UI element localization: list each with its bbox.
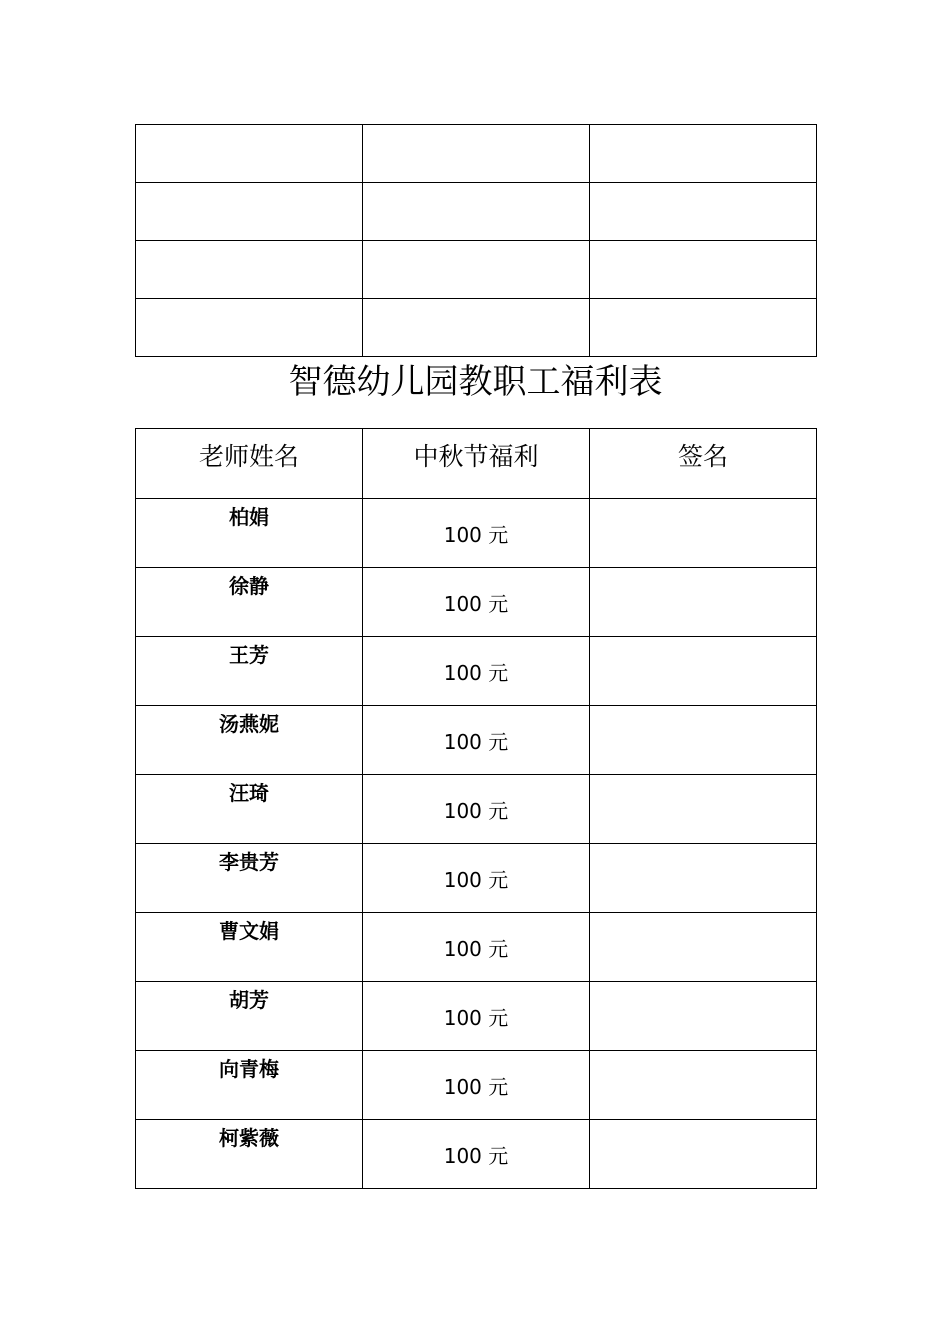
blank-cell <box>590 299 817 357</box>
table-row <box>136 706 817 775</box>
welfare-amount: 100 元 <box>363 499 590 568</box>
table-row <box>136 775 817 844</box>
table-row <box>136 982 817 1051</box>
teacher-name: 李贵芳 <box>136 844 363 913</box>
teacher-name: 柏娟 <box>136 499 363 568</box>
table-row <box>136 637 817 706</box>
blank-row <box>136 241 817 299</box>
signature-cell[interactable] <box>590 706 817 775</box>
teacher-name: 向青梅 <box>136 1051 363 1120</box>
welfare-amount: 100 元 <box>363 568 590 637</box>
signature-cell[interactable] <box>590 1120 817 1189</box>
blank-cell <box>590 125 817 183</box>
header-welfare: 中秋节福利 <box>363 429 590 499</box>
table-row <box>136 913 817 982</box>
welfare-amount: 100 元 <box>363 637 590 706</box>
teacher-name: 汤燕妮 <box>136 706 363 775</box>
header-signature: 签名 <box>590 429 817 499</box>
welfare-amount: 100 元 <box>363 1120 590 1189</box>
blank-cell <box>590 183 817 241</box>
blank-cell <box>363 183 590 241</box>
blank-row <box>136 183 817 241</box>
welfare-amount: 100 元 <box>363 844 590 913</box>
table-row <box>136 844 817 913</box>
signature-cell[interactable] <box>590 844 817 913</box>
blank-cell <box>363 299 590 357</box>
table-row <box>136 1120 817 1189</box>
blank-cell <box>363 241 590 299</box>
welfare-amount: 100 元 <box>363 775 590 844</box>
teacher-name: 汪琦 <box>136 775 363 844</box>
table-row <box>136 1051 817 1120</box>
welfare-amount: 100 元 <box>363 706 590 775</box>
header-name: 老师姓名 <box>136 429 363 499</box>
blank-row <box>136 299 817 357</box>
signature-cell[interactable] <box>590 1051 817 1120</box>
signature-cell[interactable] <box>590 568 817 637</box>
welfare-amount: 100 元 <box>363 982 590 1051</box>
table-row <box>136 568 817 637</box>
teacher-name: 曹文娟 <box>136 913 363 982</box>
teacher-name: 柯紫薇 <box>136 1120 363 1189</box>
blank-row <box>136 125 817 183</box>
blank-cell <box>136 183 363 241</box>
welfare-amount: 100 元 <box>363 1051 590 1120</box>
signature-cell[interactable] <box>590 637 817 706</box>
blank-cell <box>363 125 590 183</box>
blank-cell <box>136 125 363 183</box>
blank-table <box>135 124 817 357</box>
page-title: 智德幼儿园教职工福利表 <box>288 362 663 402</box>
teacher-name: 胡芳 <box>136 982 363 1051</box>
table-row <box>136 499 817 568</box>
signature-cell[interactable] <box>590 775 817 844</box>
header-row <box>136 429 817 499</box>
welfare-amount: 100 元 <box>363 913 590 982</box>
signature-cell[interactable] <box>590 499 817 568</box>
blank-cell <box>590 241 817 299</box>
signature-cell[interactable] <box>590 913 817 982</box>
signature-cell[interactable] <box>590 982 817 1051</box>
welfare-table <box>135 428 817 1189</box>
blank-cell <box>136 299 363 357</box>
teacher-name: 徐静 <box>136 568 363 637</box>
teacher-name: 王芳 <box>136 637 363 706</box>
blank-cell <box>136 241 363 299</box>
